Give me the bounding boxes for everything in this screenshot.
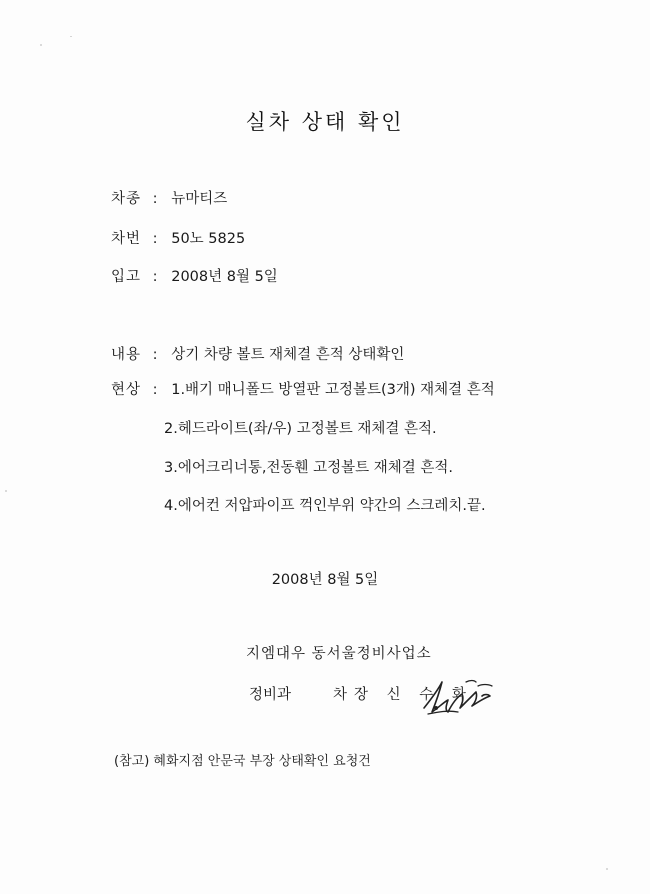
symptom-item-4: 4.에어컨 저압파이프 꺽인부위 약간의 스크레치.끝. (164, 498, 486, 514)
scan-speck (5, 490, 7, 492)
symptom-item-1: 1.배기 매니폴드 방열판 고정볼트(3개) 재체결 흔적 (171, 382, 495, 398)
scan-speck (40, 44, 42, 46)
scan-speck (606, 868, 608, 870)
separator: : (152, 269, 158, 285)
reference-note: (참고) 혜화지점 안문국 부장 상태확인 요청건 (114, 754, 371, 769)
separator: : (152, 382, 158, 398)
entry-date-value: 2008년 8월 5일 (171, 269, 278, 285)
symptom-item-2: 2.헤드라이트(좌/우) 고정볼트 재체결 흔적. (164, 421, 437, 437)
document-title: 실차 상태 확인 (245, 110, 405, 134)
symptom-label: 현상 (111, 382, 142, 398)
company-name: 지엠대우 동서울정비사업소 (246, 646, 432, 662)
separator: : (152, 347, 158, 363)
department: 정비과 (249, 687, 292, 703)
symptom-item-3: 3.에어크리너통,전동휀 고정볼트 재체결 흔적. (164, 460, 454, 476)
vehicle-model-row (111, 187, 227, 208)
entry-date-row (111, 265, 278, 286)
vehicle-plate-row (111, 227, 245, 248)
vehicle-model-value: 뉴마티즈 (171, 191, 228, 207)
vehicle-plate-label: 차번 (111, 231, 142, 247)
vehicle-model-label: 차종 (111, 191, 142, 207)
content-label: 내용 (111, 347, 142, 363)
content-row (111, 343, 404, 364)
symptom-row (111, 378, 495, 399)
vehicle-plate-value: 50노 5825 (171, 231, 246, 247)
signer-title-name: 차장 신 수 화 (333, 687, 473, 703)
separator: : (152, 231, 158, 247)
handwritten-signature (418, 668, 502, 720)
content-value: 상기 차량 볼트 재체결 흔적 상태확인 (171, 347, 405, 363)
separator: : (152, 191, 158, 207)
scan-speck (70, 36, 72, 37)
document-date: 2008년 8월 5일 (271, 572, 379, 588)
entry-date-label: 입고 (111, 269, 142, 285)
